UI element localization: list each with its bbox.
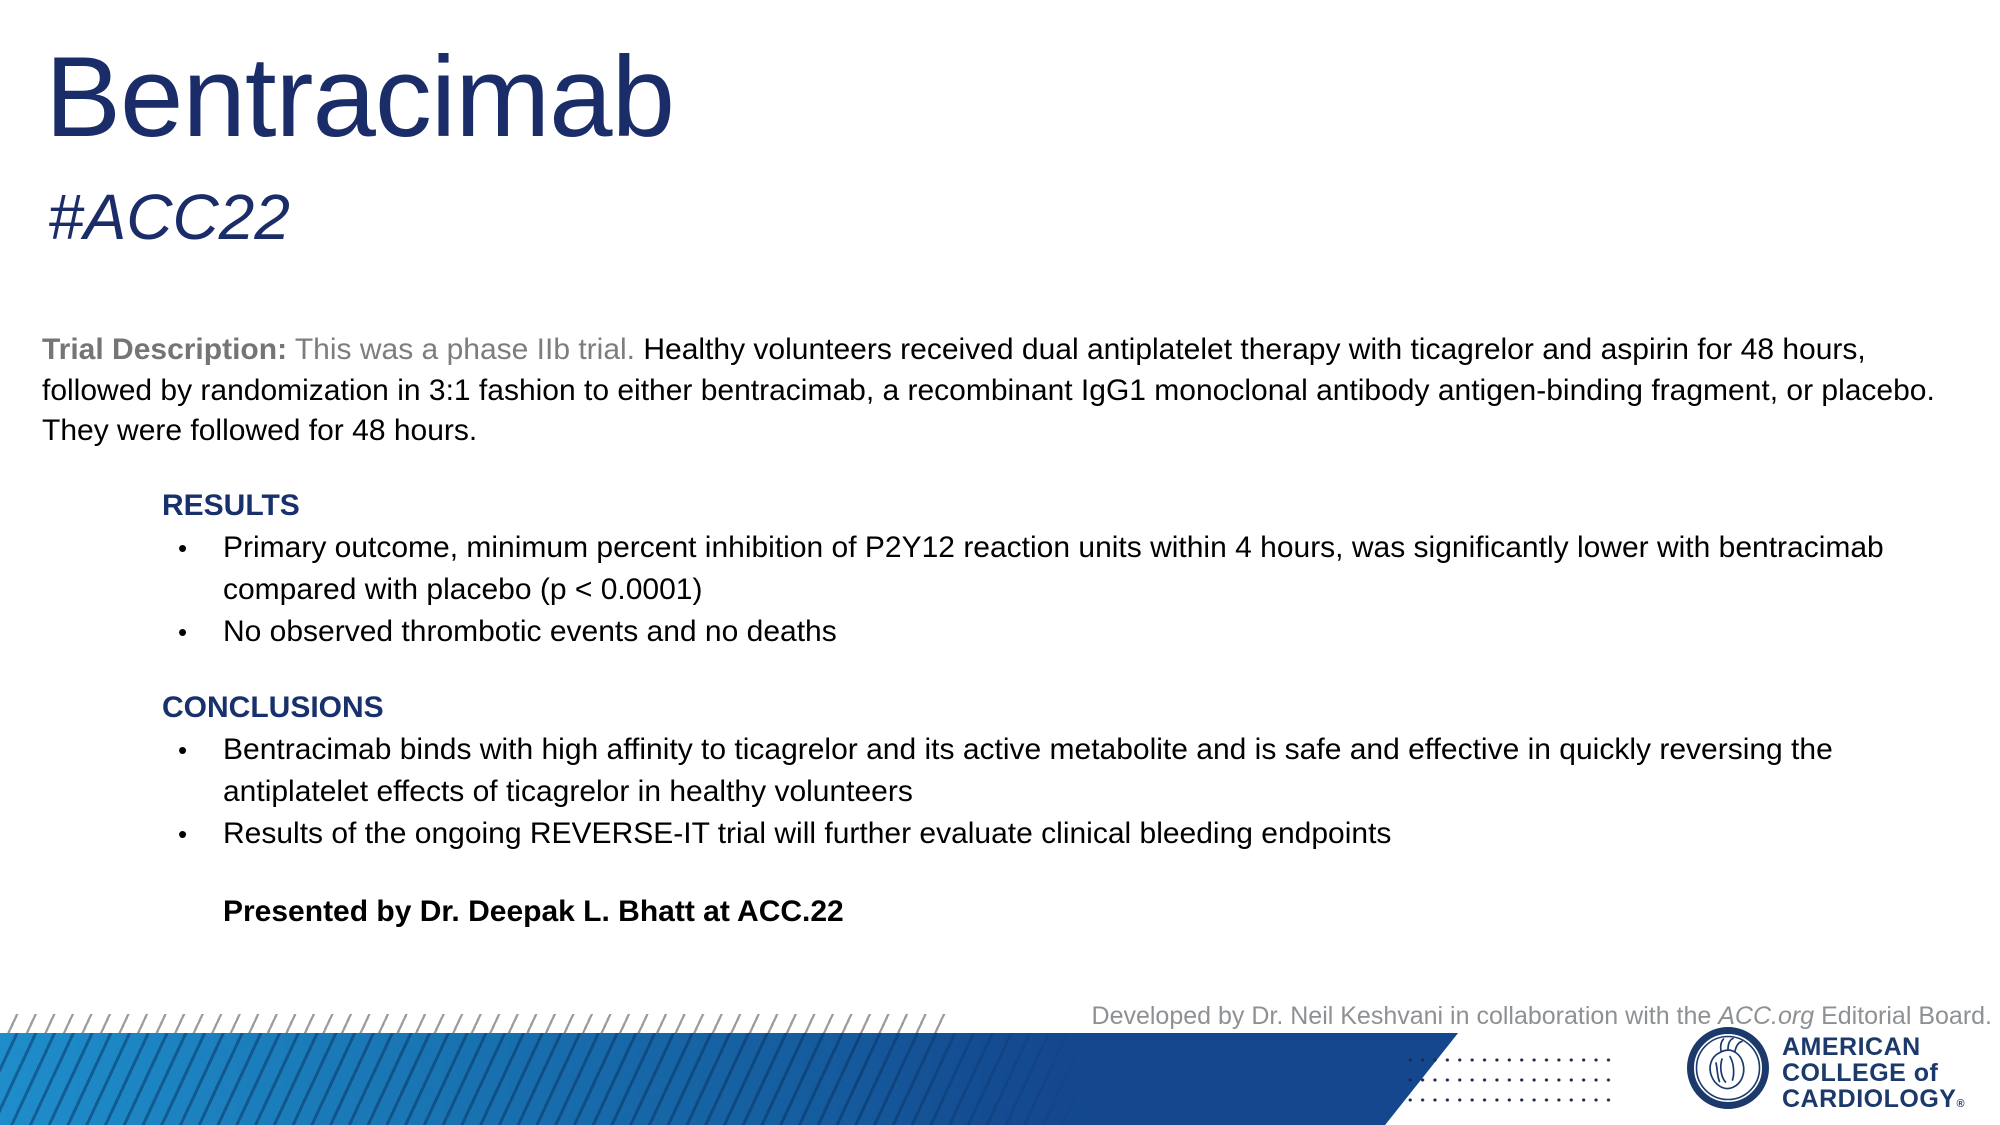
credit-acc-org: ACC.org (1718, 1002, 1815, 1030)
acc-logo (1686, 1026, 1965, 1117)
diagonal-hatch-marks (0, 1014, 946, 1033)
trial-description-gray-text: This was a phase IIb trial. (294, 333, 636, 366)
credit-suffix: Editorial Board. (1814, 1002, 1992, 1030)
list-item (162, 611, 1902, 653)
list-item (162, 813, 1902, 855)
results-section (162, 485, 1902, 653)
conclusions-section (162, 687, 1902, 855)
diagonal-stripe-band (0, 1033, 1460, 1125)
acc-heart-emblem-icon (1686, 1026, 1770, 1110)
bullet-icon: • (178, 533, 188, 563)
hashtag-subtitle: #ACC22 (48, 181, 290, 253)
credit-prefix: Developed by Dr. Neil Keshvani in collaboration with the (1091, 1002, 1719, 1030)
acc-logo-line1: AMERICAN (1782, 1033, 1921, 1061)
trial-description-black-text: Healthy volunteers received dual antiplatelet therapy with ticagrelor and aspirin for 48 hours, followed by randomization in 3:1 fashion to either bentracimab, a recombinant IgG1 monoclonal antibody antigen-binding fragment, or placebo. They were followed for 48 hours. (42, 333, 1935, 447)
presented-by-line: Presented by Dr. Deepak L. Bhatt at ACC.22 (223, 895, 844, 928)
list-item (162, 527, 1902, 611)
list-item (162, 729, 1902, 813)
acc-logo-line3: CARDIOLOGY® (1782, 1085, 1966, 1113)
acc-logo-wordmark (1782, 1034, 1965, 1117)
dot-grid-pattern (1404, 1050, 1616, 1104)
page-title: Bentracimab (45, 34, 674, 161)
bullet-icon: • (178, 617, 188, 647)
acc-logo-line2: COLLEGE of (1782, 1059, 1939, 1087)
trial-description-label: Trial Description: (42, 333, 288, 366)
results-bullet-1: Primary outcome, minimum percent inhibition of P2Y12 reaction units within 4 hours, was significantly lower with bentracimab compared with placebo (p < 0.0001) (223, 531, 1884, 606)
results-bullet-2: No observed thrombotic events and no deaths (223, 615, 837, 648)
conclusions-heading: CONCLUSIONS (162, 691, 384, 724)
results-heading: RESULTS (162, 489, 300, 522)
trial-description (42, 330, 1970, 452)
conclusions-bullet-1: Bentracimab binds with high affinity to ticagrelor and its active metabolite and is safe and effective in quickly reversing the antiplatelet effects of ticagrelor in healthy volunteers (223, 733, 1833, 808)
conclusions-bullet-2: Results of the ongoing REVERSE-IT trial will further evaluate clinical bleeding endpoints (223, 817, 1392, 850)
bullet-icon: • (178, 819, 188, 849)
bullet-icon: • (178, 735, 188, 765)
registered-mark: ® (1956, 1098, 1966, 1110)
